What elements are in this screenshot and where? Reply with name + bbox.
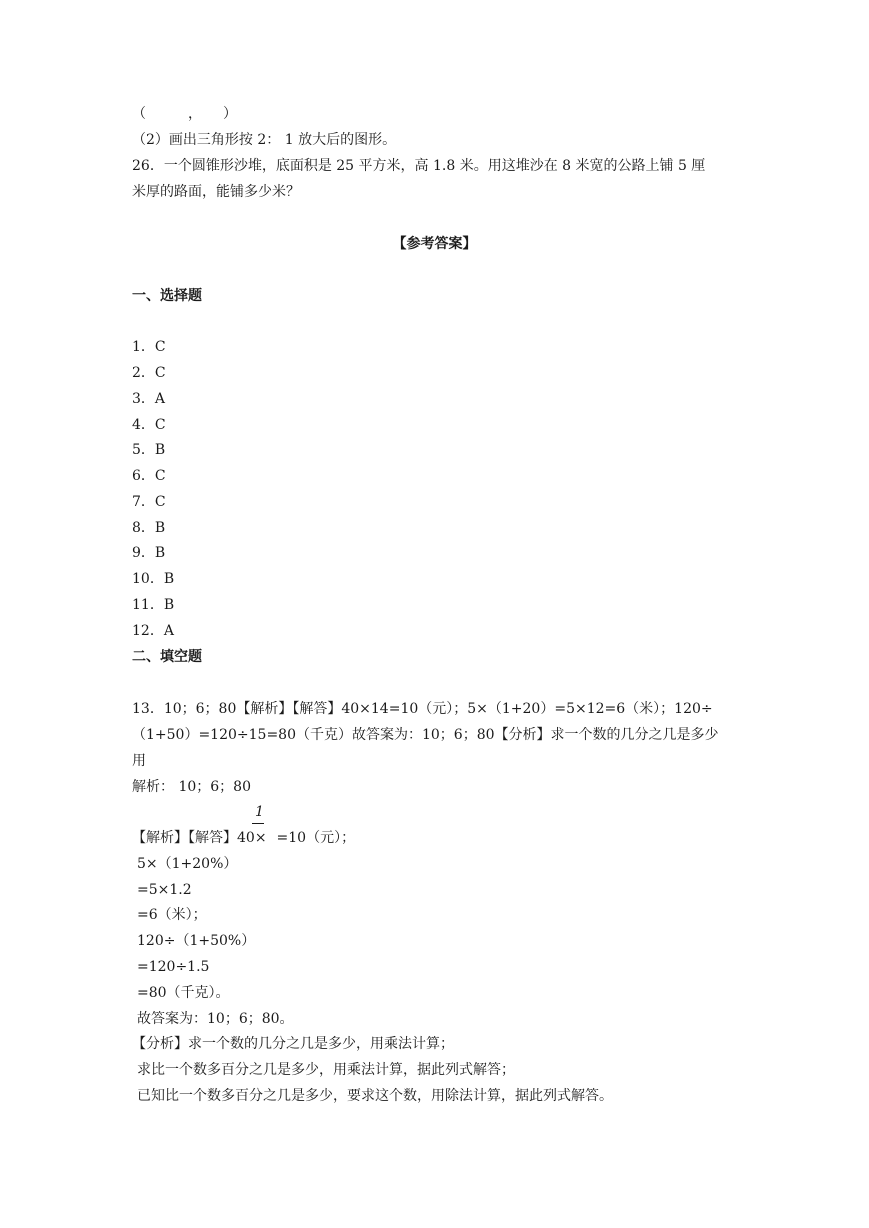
answer-title: 【参考答案】 — [392, 236, 477, 252]
answer-item: 7．C — [132, 494, 166, 510]
question-item-2: （2）画出三角形按 2： 1 放大后的图形。 — [132, 132, 397, 148]
section-heading-choice: 一、选择题 — [132, 288, 202, 304]
question-26-line-2: 米厚的路面，能铺多少米？ — [132, 184, 300, 200]
answer-item: 5．B — [132, 442, 166, 458]
step-line: =120÷1.5 — [137, 959, 210, 975]
answer-item: 10．B — [132, 571, 175, 587]
fraction-numerator: 1 — [255, 804, 264, 820]
answer-item: 4．C — [132, 417, 166, 433]
step-line: 故答案为：10；6；80。 — [137, 1011, 294, 1027]
fraction-bar — [252, 823, 264, 824]
step-line: =80（千克）。 — [137, 985, 230, 1001]
section-heading-fill: 二、填空题 — [132, 649, 202, 665]
q13-line-1: 13．10；6；80【解析】【解答】40×14=10（元）；5×（1+20）=5×12=6（米）；120÷ — [132, 701, 713, 717]
answer-item: 11．B — [132, 597, 175, 613]
analysis-line: 求比一个数多百分之几是多少，用乘法计算，据此列式解答； — [137, 1062, 515, 1078]
answer-item: 9．B — [132, 545, 166, 561]
q13-line-2: （1+50）=120÷15=80（千克）故答案为：10；6；80【分析】求一个数的几分之几是多少 — [132, 727, 719, 743]
answer-item: 8．B — [132, 520, 166, 536]
analysis-line: 【分析】求一个数的几分之几是多少，用乘法计算； — [132, 1036, 454, 1052]
answer-item: 12．A — [132, 623, 174, 639]
solution-suffix: =10（元）； — [276, 830, 356, 846]
answer-item: 2．C — [132, 365, 166, 381]
step-line: 5×（1+20%） — [137, 856, 238, 872]
analysis-line: 已知比一个数多百分之几是多少，要求这个数，用除法计算，据此列式解答。 — [137, 1088, 613, 1104]
jiexi-line: 解析： 10；6；80 — [132, 779, 251, 795]
question-26-line-1: 26．一个圆锥形沙堆，底面积是 25 平方米，高 1.8 米。用这堆沙在 8 米宽的公路上铺 5 厘 — [132, 158, 706, 174]
step-line: 120÷（1+50%） — [137, 933, 256, 949]
solution-line — [132, 828, 355, 848]
blank-parentheses: （ ， ） — [132, 106, 237, 122]
step-line: =6（米）； — [137, 907, 207, 923]
answer-item: 3．A — [132, 391, 166, 407]
q13-line-3: 用 — [132, 753, 146, 769]
answer-item: 1．C — [132, 339, 166, 355]
step-line: =5×1.2 — [137, 882, 192, 898]
answer-item: 6．C — [132, 468, 166, 484]
solution-prefix: 【解析】【解答】40× — [132, 830, 267, 846]
